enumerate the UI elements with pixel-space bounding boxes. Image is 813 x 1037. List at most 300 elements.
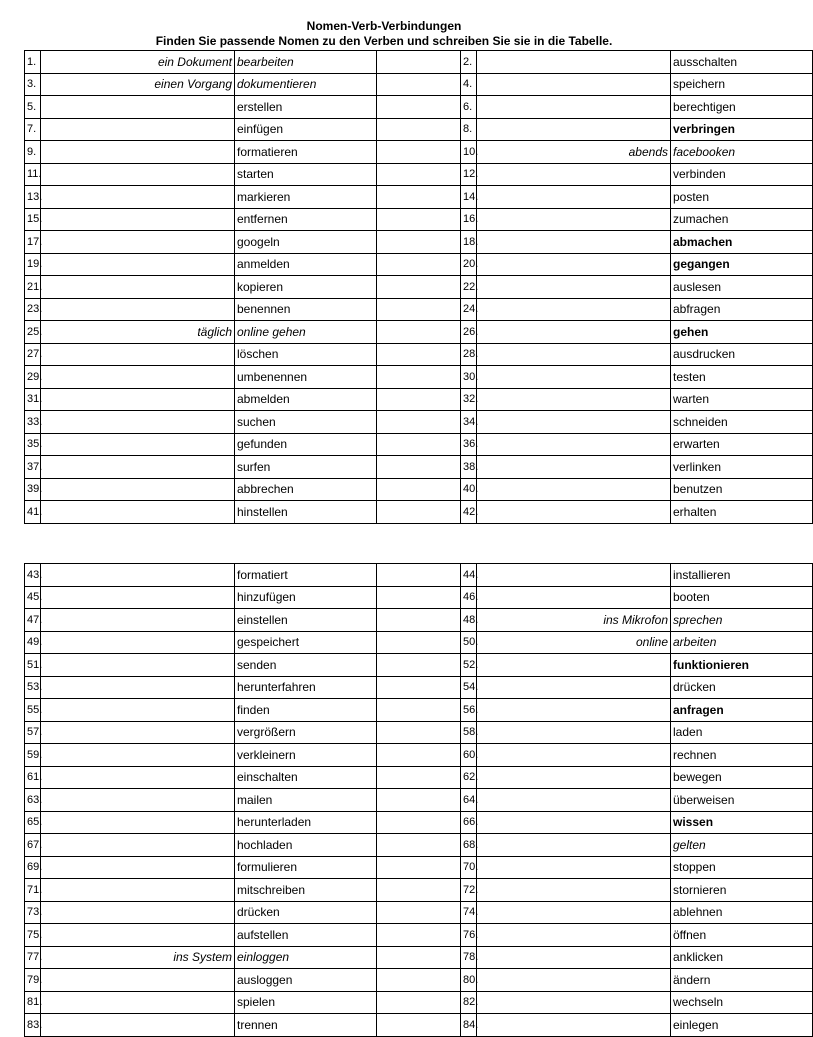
spacer-cell xyxy=(377,856,461,879)
item-number: 46. xyxy=(461,586,477,609)
table-row xyxy=(25,766,813,789)
noun-answer-field[interactable] xyxy=(477,433,671,456)
noun-answer-field[interactable] xyxy=(477,676,671,699)
verb-cell: wissen xyxy=(671,811,813,834)
table-row xyxy=(25,231,813,254)
item-number: 22. xyxy=(461,276,477,299)
noun-answer-field[interactable] xyxy=(477,208,671,231)
item-number: 28. xyxy=(461,343,477,366)
verb-cell: hinzufügen xyxy=(235,586,377,609)
table-row xyxy=(25,411,813,434)
table-row xyxy=(25,96,813,119)
item-number: 30. xyxy=(461,366,477,389)
item-number: 56. xyxy=(461,699,477,722)
item-number: 16. xyxy=(461,208,477,231)
table-row xyxy=(25,253,813,276)
item-number: 7. xyxy=(25,118,41,141)
noun-answer-field[interactable]: ins Mikrofon xyxy=(477,609,671,632)
noun-answer-field[interactable] xyxy=(41,118,235,141)
noun-answer-field[interactable] xyxy=(477,901,671,924)
item-number: 68. xyxy=(461,834,477,857)
verb-cell: verbinden xyxy=(671,163,813,186)
table-row xyxy=(25,811,813,834)
table-row xyxy=(25,991,813,1014)
item-number: 32. xyxy=(461,388,477,411)
item-number: 34. xyxy=(461,411,477,434)
verb-cell: hinstellen xyxy=(235,501,377,524)
noun-answer-field[interactable] xyxy=(477,253,671,276)
verb-cell: surfen xyxy=(235,456,377,479)
verb-cell: facebooken xyxy=(671,141,813,164)
noun-answer-field[interactable]: einen Vorgang xyxy=(41,73,235,96)
verb-cell: stornieren xyxy=(671,879,813,902)
table-row xyxy=(25,118,813,141)
item-number: 61. xyxy=(25,766,41,789)
item-number: 21. xyxy=(25,276,41,299)
noun-answer-field[interactable] xyxy=(41,789,235,812)
item-number: 77. xyxy=(25,946,41,969)
verb-cell: überweisen xyxy=(671,789,813,812)
noun-answer-field[interactable] xyxy=(477,501,671,524)
table-row xyxy=(25,501,813,524)
verb-cell: vergrößern xyxy=(235,721,377,744)
noun-answer-field[interactable]: ins System xyxy=(41,946,235,969)
verb-cell: öffnen xyxy=(671,924,813,947)
item-number: 75. xyxy=(25,924,41,947)
spacer-cell xyxy=(377,969,461,992)
verb-cell: testen xyxy=(671,366,813,389)
spacer-cell xyxy=(377,946,461,969)
noun-answer-field[interactable]: ein Dokument xyxy=(41,51,235,74)
noun-answer-field[interactable] xyxy=(477,721,671,744)
verb-cell: suchen xyxy=(235,411,377,434)
verb-cell: laden xyxy=(671,721,813,744)
spacer-cell xyxy=(377,118,461,141)
spacer-cell xyxy=(377,901,461,924)
item-number: 31. xyxy=(25,388,41,411)
verb-cell: posten xyxy=(671,186,813,209)
item-number: 64. xyxy=(461,789,477,812)
noun-answer-field[interactable] xyxy=(41,991,235,1014)
table-row xyxy=(25,901,813,924)
verb-cell: verbringen xyxy=(671,118,813,141)
table-row xyxy=(25,721,813,744)
worksheet-instruction: Finden Sie passende Nomen zu den Verben und schreiben Sie sie in die Tabelle. xyxy=(155,34,613,48)
noun-answer-field[interactable] xyxy=(41,253,235,276)
item-number: 27. xyxy=(25,343,41,366)
item-number: 54. xyxy=(461,676,477,699)
spacer-cell xyxy=(377,699,461,722)
spacer-cell xyxy=(377,654,461,677)
verb-cell: erwarten xyxy=(671,433,813,456)
noun-answer-field[interactable] xyxy=(41,1014,235,1037)
spacer-cell xyxy=(377,924,461,947)
noun-answer-field[interactable] xyxy=(477,946,671,969)
item-number: 69. xyxy=(25,856,41,879)
table-row xyxy=(25,564,813,587)
noun-answer-field[interactable] xyxy=(477,699,671,722)
noun-answer-field[interactable] xyxy=(477,51,671,74)
spacer-cell xyxy=(377,433,461,456)
item-number: 9. xyxy=(25,141,41,164)
spacer-cell xyxy=(377,298,461,321)
verb-cell: einfügen xyxy=(235,118,377,141)
noun-answer-field[interactable] xyxy=(41,856,235,879)
verb-cell: bearbeiten xyxy=(235,51,377,74)
noun-answer-field[interactable]: online xyxy=(477,631,671,654)
spacer-cell xyxy=(377,96,461,119)
spacer-cell xyxy=(377,456,461,479)
noun-answer-field[interactable] xyxy=(41,969,235,992)
verb-cell: abmelden xyxy=(235,388,377,411)
item-number: 38. xyxy=(461,456,477,479)
verb-cell: formatieren xyxy=(235,141,377,164)
verb-cell: herunterladen xyxy=(235,811,377,834)
noun-answer-field[interactable] xyxy=(477,856,671,879)
verb-cell: formulieren xyxy=(235,856,377,879)
noun-answer-field[interactable] xyxy=(477,96,671,119)
item-number: 24. xyxy=(461,298,477,321)
verb-cell: anmelden xyxy=(235,253,377,276)
noun-answer-field[interactable] xyxy=(477,564,671,587)
item-number: 55. xyxy=(25,699,41,722)
table-row xyxy=(25,631,813,654)
item-number: 18. xyxy=(461,231,477,254)
noun-answer-field[interactable] xyxy=(41,744,235,767)
item-number: 37. xyxy=(25,456,41,479)
verb-cell: drücken xyxy=(671,676,813,699)
noun-answer-field[interactable] xyxy=(477,586,671,609)
item-number: 43. xyxy=(25,564,41,587)
noun-answer-field[interactable] xyxy=(41,366,235,389)
noun-answer-field[interactable] xyxy=(41,811,235,834)
item-number: 3. xyxy=(25,73,41,96)
noun-answer-field[interactable] xyxy=(41,721,235,744)
noun-answer-field[interactable] xyxy=(41,343,235,366)
noun-answer-field[interactable] xyxy=(41,924,235,947)
item-number: 78. xyxy=(461,946,477,969)
item-number: 36. xyxy=(461,433,477,456)
table-row xyxy=(25,924,813,947)
noun-answer-field[interactable] xyxy=(477,118,671,141)
verb-cell: formatiert xyxy=(235,564,377,587)
item-number: 29. xyxy=(25,366,41,389)
noun-answer-field[interactable] xyxy=(477,789,671,812)
verb-cell: erstellen xyxy=(235,96,377,119)
item-number: 67. xyxy=(25,834,41,857)
noun-answer-field[interactable] xyxy=(41,163,235,186)
noun-answer-field[interactable] xyxy=(477,366,671,389)
exercise-table-part-2 xyxy=(24,563,813,1037)
spacer-cell xyxy=(377,586,461,609)
verb-cell: wechseln xyxy=(671,991,813,1014)
table-row xyxy=(25,366,813,389)
item-number: 60. xyxy=(461,744,477,767)
item-number: 63. xyxy=(25,789,41,812)
noun-answer-field[interactable] xyxy=(477,186,671,209)
spacer-cell xyxy=(377,564,461,587)
item-number: 4. xyxy=(461,73,477,96)
noun-answer-field[interactable] xyxy=(41,96,235,119)
spacer-cell xyxy=(377,321,461,344)
noun-answer-field[interactable] xyxy=(41,388,235,411)
verb-cell: dokumentieren xyxy=(235,73,377,96)
verb-cell: warten xyxy=(671,388,813,411)
table-row xyxy=(25,789,813,812)
noun-answer-field[interactable] xyxy=(477,744,671,767)
spacer-cell xyxy=(377,879,461,902)
item-number: 15. xyxy=(25,208,41,231)
noun-answer-field[interactable] xyxy=(41,231,235,254)
verb-cell: installieren xyxy=(671,564,813,587)
noun-answer-field[interactable] xyxy=(477,73,671,96)
verb-cell: anfragen xyxy=(671,699,813,722)
table-row xyxy=(25,1014,813,1037)
item-number: 52. xyxy=(461,654,477,677)
verb-cell: ausloggen xyxy=(235,969,377,992)
spacer-cell xyxy=(377,991,461,1014)
spacer-cell xyxy=(377,609,461,632)
item-number: 72. xyxy=(461,879,477,902)
verb-cell: verlinken xyxy=(671,456,813,479)
item-number: 76. xyxy=(461,924,477,947)
item-number: 11. xyxy=(25,163,41,186)
spacer-cell xyxy=(377,73,461,96)
table-row xyxy=(25,834,813,857)
table-row xyxy=(25,276,813,299)
item-number: 66. xyxy=(461,811,477,834)
verb-cell: drücken xyxy=(235,901,377,924)
noun-answer-field[interactable] xyxy=(477,163,671,186)
item-number: 62. xyxy=(461,766,477,789)
verb-cell: trennen xyxy=(235,1014,377,1037)
spacer-cell xyxy=(377,208,461,231)
noun-answer-field[interactable] xyxy=(41,901,235,924)
noun-answer-field[interactable] xyxy=(41,699,235,722)
noun-answer-field[interactable] xyxy=(477,969,671,992)
noun-answer-field[interactable] xyxy=(477,834,671,857)
verb-cell: einschalten xyxy=(235,766,377,789)
item-number: 19. xyxy=(25,253,41,276)
item-number: 2. xyxy=(461,51,477,74)
noun-answer-field[interactable] xyxy=(477,766,671,789)
noun-answer-field[interactable] xyxy=(41,609,235,632)
verb-cell: mailen xyxy=(235,789,377,812)
verb-cell: online gehen xyxy=(235,321,377,344)
item-number: 82. xyxy=(461,991,477,1014)
verb-cell: ablehnen xyxy=(671,901,813,924)
item-number: 14. xyxy=(461,186,477,209)
table-row xyxy=(25,609,813,632)
item-number: 20. xyxy=(461,253,477,276)
verb-cell: ausschalten xyxy=(671,51,813,74)
noun-answer-field[interactable] xyxy=(477,343,671,366)
item-number: 45. xyxy=(25,586,41,609)
verb-cell: anklicken xyxy=(671,946,813,969)
verb-cell: aufstellen xyxy=(235,924,377,947)
verb-cell: gegangen xyxy=(671,253,813,276)
item-number: 58. xyxy=(461,721,477,744)
item-number: 80. xyxy=(461,969,477,992)
spacer-cell xyxy=(377,676,461,699)
noun-answer-field[interactable] xyxy=(41,676,235,699)
table-row xyxy=(25,478,813,501)
noun-answer-field[interactable] xyxy=(477,1014,671,1037)
item-number: 59. xyxy=(25,744,41,767)
verb-cell: einloggen xyxy=(235,946,377,969)
spacer-cell xyxy=(377,1014,461,1037)
verb-cell: kopieren xyxy=(235,276,377,299)
noun-answer-field[interactable] xyxy=(41,208,235,231)
item-number: 65. xyxy=(25,811,41,834)
verb-cell: ausdrucken xyxy=(671,343,813,366)
verb-cell: berechtigen xyxy=(671,96,813,119)
spacer-cell xyxy=(377,631,461,654)
table-row xyxy=(25,879,813,902)
verb-cell: auslesen xyxy=(671,276,813,299)
item-number: 70. xyxy=(461,856,477,879)
noun-answer-field[interactable] xyxy=(477,879,671,902)
noun-answer-field[interactable] xyxy=(41,631,235,654)
noun-answer-field[interactable] xyxy=(41,141,235,164)
table-row xyxy=(25,433,813,456)
noun-answer-field[interactable] xyxy=(477,991,671,1014)
noun-answer-field[interactable]: abends xyxy=(477,141,671,164)
item-number: 40. xyxy=(461,478,477,501)
noun-answer-field[interactable] xyxy=(41,433,235,456)
verb-cell: abfragen xyxy=(671,298,813,321)
spacer-cell xyxy=(377,811,461,834)
verb-cell: ändern xyxy=(671,969,813,992)
verb-cell: löschen xyxy=(235,343,377,366)
table-row xyxy=(25,676,813,699)
noun-answer-field[interactable] xyxy=(477,231,671,254)
item-number: 74. xyxy=(461,901,477,924)
verb-cell: benennen xyxy=(235,298,377,321)
item-number: 57. xyxy=(25,721,41,744)
spacer-cell xyxy=(377,721,461,744)
noun-answer-field[interactable] xyxy=(41,834,235,857)
verb-cell: abbrechen xyxy=(235,478,377,501)
noun-answer-field[interactable] xyxy=(41,879,235,902)
noun-answer-field[interactable] xyxy=(477,456,671,479)
noun-answer-field[interactable] xyxy=(41,586,235,609)
noun-answer-field[interactable] xyxy=(41,186,235,209)
item-number: 17. xyxy=(25,231,41,254)
verb-cell: einstellen xyxy=(235,609,377,632)
noun-answer-field[interactable] xyxy=(477,924,671,947)
item-number: 10. xyxy=(461,141,477,164)
noun-answer-field[interactable] xyxy=(41,564,235,587)
verb-cell: abmachen xyxy=(671,231,813,254)
spacer-cell xyxy=(377,478,461,501)
spacer-cell xyxy=(377,834,461,857)
table-row xyxy=(25,586,813,609)
spacer-cell xyxy=(377,253,461,276)
item-number: 50. xyxy=(461,631,477,654)
item-number: 1. xyxy=(25,51,41,74)
verb-cell: gelten xyxy=(671,834,813,857)
verb-cell: rechnen xyxy=(671,744,813,767)
item-number: 8. xyxy=(461,118,477,141)
item-number: 41. xyxy=(25,501,41,524)
noun-answer-field[interactable]: täglich xyxy=(41,321,235,344)
noun-answer-field[interactable] xyxy=(41,456,235,479)
table-row xyxy=(25,654,813,677)
verb-cell: einlegen xyxy=(671,1014,813,1037)
spacer-cell xyxy=(377,411,461,434)
noun-answer-field[interactable] xyxy=(41,654,235,677)
noun-answer-field[interactable] xyxy=(477,478,671,501)
noun-answer-field[interactable] xyxy=(477,811,671,834)
noun-answer-field[interactable] xyxy=(41,276,235,299)
verb-cell: hochladen xyxy=(235,834,377,857)
item-number: 13. xyxy=(25,186,41,209)
noun-answer-field[interactable] xyxy=(477,411,671,434)
verb-cell: googeln xyxy=(235,231,377,254)
item-number: 23. xyxy=(25,298,41,321)
verb-cell: verkleinern xyxy=(235,744,377,767)
noun-answer-field[interactable] xyxy=(477,276,671,299)
verb-cell: mitschreiben xyxy=(235,879,377,902)
item-number: 25. xyxy=(25,321,41,344)
verb-cell: stoppen xyxy=(671,856,813,879)
verb-cell: arbeiten xyxy=(671,631,813,654)
noun-answer-field[interactable] xyxy=(41,411,235,434)
table-row xyxy=(25,343,813,366)
noun-answer-field[interactable] xyxy=(477,298,671,321)
spacer-cell xyxy=(377,388,461,411)
verb-cell: zumachen xyxy=(671,208,813,231)
verb-cell: speichern xyxy=(671,73,813,96)
item-number: 53. xyxy=(25,676,41,699)
verb-cell: gehen xyxy=(671,321,813,344)
verb-cell: benutzen xyxy=(671,478,813,501)
table-row xyxy=(25,208,813,231)
verb-cell: herunterfahren xyxy=(235,676,377,699)
worksheet-title: Nomen-Verb-Verbindungen xyxy=(306,19,462,33)
verb-cell: erhalten xyxy=(671,501,813,524)
exercise-table-part-1 xyxy=(24,50,813,524)
spacer-cell xyxy=(377,186,461,209)
verb-cell: markieren xyxy=(235,186,377,209)
noun-answer-field[interactable] xyxy=(41,501,235,524)
item-number: 71. xyxy=(25,879,41,902)
item-number: 81. xyxy=(25,991,41,1014)
item-number: 47. xyxy=(25,609,41,632)
spacer-cell xyxy=(377,343,461,366)
item-number: 48. xyxy=(461,609,477,632)
noun-answer-field[interactable] xyxy=(41,298,235,321)
table-row xyxy=(25,744,813,767)
noun-answer-field[interactable] xyxy=(41,766,235,789)
noun-answer-field[interactable] xyxy=(477,654,671,677)
item-number: 83. xyxy=(25,1014,41,1037)
verb-cell: entfernen xyxy=(235,208,377,231)
verb-cell: schneiden xyxy=(671,411,813,434)
noun-answer-field[interactable] xyxy=(41,478,235,501)
item-number: 51. xyxy=(25,654,41,677)
item-number: 5. xyxy=(25,96,41,119)
item-number: 79. xyxy=(25,969,41,992)
spacer-cell xyxy=(377,141,461,164)
table-row xyxy=(25,456,813,479)
spacer-cell xyxy=(377,276,461,299)
table-row xyxy=(25,321,813,344)
verb-cell: spielen xyxy=(235,991,377,1014)
noun-answer-field[interactable] xyxy=(477,388,671,411)
noun-answer-field[interactable] xyxy=(477,321,671,344)
